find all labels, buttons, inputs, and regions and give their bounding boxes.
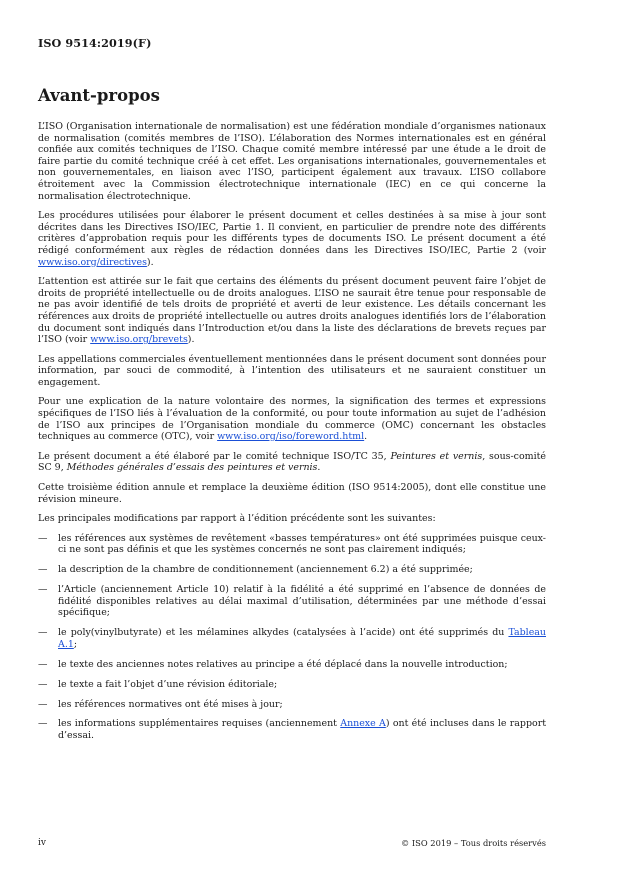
foreword-body [38, 121, 546, 750]
list-item-end: ; [73, 638, 78, 650]
paragraph-edition: Cette troisième édition annule et remplace la deuxième édition (ISO 9514:2005), dont elle constitue une révision mineure. [38, 482, 546, 505]
list-item-end: ) ont été incluses dans le rapport d’essai. [58, 718, 546, 742]
list-item-text: le texte des anciennes notes relatives au principe a été déplacé dans la nouvelle introduction; [58, 658, 508, 670]
list-item-text: l’Article (anciennement Article 10) relatif à la fidélité a été supprimé en l’absence de données de fidélité disponibles relatives au délai maximal d’utilisation, déterminées par une méthode d’essai spécifique; [58, 584, 546, 619]
paragraph-trade-names: Les appellations commerciales éventuellement mentionnées dans le présent document sont données pour information, par souci de commodité, à l’intention des utilisateurs et ne sauraient constituer un engagement. [38, 353, 546, 388]
list-item-text: le poly(vinylbutyrate) et les mélamines alkydes (catalysées à l’acide) ont été supprimés du [58, 627, 509, 639]
subcommittee-title-italic: Méthodes générales d’essais des peintures et vernis [66, 462, 318, 474]
paragraph-procedures [38, 210, 546, 268]
paragraph-voluntary-nature [38, 396, 546, 442]
changes-list [38, 533, 546, 742]
committee-text-a: Le présent document a été élaboré par le comité technique ISO/TC 35, [38, 450, 391, 462]
page-title: Avant-propos [38, 86, 160, 105]
committee-text-c: , sous-comité SC 9, [38, 450, 546, 474]
list-item-text: les références normatives ont été mises à jour; [58, 698, 283, 710]
list-item [38, 679, 546, 691]
dash-bullet: — [38, 532, 48, 544]
annex-a-link[interactable]: Annexe A [340, 718, 386, 730]
paragraph-procedures-end: ). [146, 256, 154, 268]
patents-link[interactable]: www.iso.org/brevets [90, 334, 188, 346]
paragraph-changes-intro: Les principales modifications par rapport à l’édition précédente sont les suivantes: [38, 513, 436, 525]
page-number: iv [38, 838, 46, 848]
directives-link[interactable]: www.iso.org/directives [38, 256, 147, 268]
list-item-text: la description de la chambre de conditionnement (anciennement 6.2) a été supprimée; [58, 564, 473, 576]
paragraph-voluntary-end: . [364, 431, 368, 443]
paragraph-voluntary-text: Pour une explication de la nature volontaire des normes, la signification des termes et expressions spécifiques de l’ISO liés à l’évaluation de la conformité, ou pour toute information au sujet de l’adhésion de l’ISO aux principes de l’Organisation mondiale du commerce (OMC) concernant les obstacles techniques au commerce (OTC), voir [38, 396, 546, 443]
paragraph-patents-text: L’attention est attirée sur le fait que certains des éléments du présent document peuvent faire l’objet de droits de propriété intellectuelle ou de droits analogues. L’ISO ne saurait être tenue pour responsable de ne pas avoir identifié de tels droits de propriété et averti de leur existence. Les détails concernant les références aux droits de propriété intellectuelle ou autres droits analogues identifiés lors de l’élaboration du document sont indiqués dans l’Introduction et/ou dans la liste des déclarations de brevets reçues par l’ISO (voir [38, 276, 546, 346]
list-item [38, 533, 546, 556]
dash-bullet: — [38, 698, 48, 710]
document-id-header: ISO 9514:2019(F) [38, 36, 152, 50]
paragraph-iso-intro: L’ISO (Organisation internationale de normalisation) est une fédération mondiale d’organismes nationaux de normalisation (comités membres de l’ISO). L’élaboration des Normes internationales est en général confiée aux comités techniques de l’ISO. Chaque comité membre intéressé par une étude a le droit de faire partie du comité technique créé à cet effet. Les organisations internationales, gouvernementales et non gouvernementales, en liaison avec l’ISO, participent également aux travaux. L’ISO collabore étroitement avec la Commission électrotechnique internationale (IEC) en ce qui concerne la normalisation électrotechnique. [38, 121, 546, 202]
list-item-text: les références aux systèmes de revêtement «basses températures» ont été supprimées puisque ceux-ci ne sont pas définis et que les systèmes concernés ne sont pas clairement indiqués; [58, 532, 546, 556]
paragraph-procedures-text: Les procédures utilisées pour élaborer le présent document et celles destinées à sa mise à jour sont décrites dans les Directives ISO/IEC, Partie 1. Il convient, en particulier de prendre note des différents critères d’approbation requis pour les différents types de documents ISO. Le présent document a été rédigé conformément aux règles de rédaction données dans les Directives ISO/IEC, Partie 2 (voir [38, 210, 546, 256]
table-a1-link[interactable]: Tableau A.1 [58, 627, 546, 650]
committee-title-italic: Peintures et vernis [390, 450, 483, 462]
dash-bullet: — [38, 718, 48, 730]
list-item-text: le texte a fait l’objet d’une révision éditoriale; [58, 678, 278, 690]
committee-text-end: . [317, 462, 321, 474]
dash-bullet: — [38, 564, 48, 576]
list-item [38, 699, 546, 711]
list-item [38, 659, 546, 671]
foreword-link[interactable]: www.iso.org/iso/foreword.html [217, 431, 365, 443]
dash-bullet: — [38, 678, 48, 690]
copyright-notice: © ISO 2019 – Tous droits réservés [400, 838, 546, 848]
list-item-text: les informations supplémentaires requises (anciennement [58, 718, 341, 730]
list-item [38, 564, 546, 576]
list-item [38, 627, 546, 650]
dash-bullet: — [38, 584, 48, 596]
dash-bullet: — [38, 658, 48, 670]
paragraph-patents [38, 276, 546, 346]
list-item [38, 584, 546, 619]
list-item [38, 718, 546, 741]
dash-bullet: — [38, 627, 48, 639]
paragraph-committee [38, 451, 546, 474]
paragraph-patents-end: ). [187, 334, 195, 346]
